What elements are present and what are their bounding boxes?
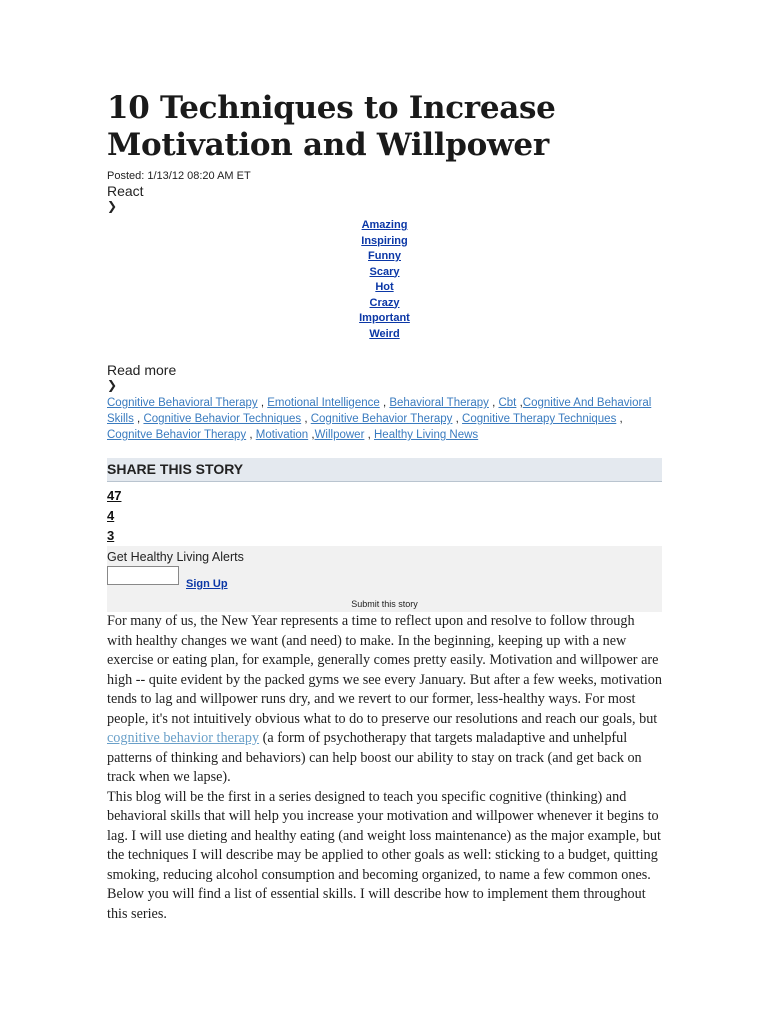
chevron-right-icon[interactable]: ❯ <box>107 378 118 392</box>
read-more-label: Read more <box>107 362 177 378</box>
reaction-important[interactable]: Important <box>359 312 410 324</box>
reaction-scary[interactable]: Scary <box>369 265 400 278</box>
article <box>107 90 662 924</box>
paragraph-text: For many of us, the New Year represents a time to reflect upon and resolve to follow through with healthy changes we want (and need) to make. In the beginning, keeping up with a new exercise or eating plan, for example, generally comes pretty easily. Motivation and willpower are high -- quite evident by the packed gyms we see every January. But after a few weeks, motivation tends to lag and willpower runs dry, and we revert to our former, less-healthy ways. For most people, it's not intuitively obvious what to do to preserve our resolutions and reach our goals, but <box>107 613 662 727</box>
tag-link[interactable]: Cognitive Behavior Techniques <box>143 413 302 425</box>
alerts-box <box>107 546 662 612</box>
tag-link[interactable]: Emotional Intelligence <box>267 397 380 409</box>
share-heading: SHARE THIS STORY <box>107 458 662 482</box>
tag-list: Cognitive Behavioral Therapy , Emotional Intelligence , Behavioral Therapy , Cbt ,Cognitive And Behavioral Skills , Cognitive Behavior Techniques , Cognitive Behavior Therapy , Cognitive Therapy Techniques , Cognitve Behavior Therapy , Motivation ,Willpower , Healthy Living News <box>107 397 652 441</box>
share-count[interactable]: 47 <box>107 488 122 503</box>
alerts-label: Get Healthy Living Alerts <box>107 550 244 564</box>
sign-up-link[interactable]: Sign Up <box>186 578 228 590</box>
reaction-hot[interactable]: Hot <box>375 281 394 293</box>
reaction-list <box>107 218 662 342</box>
reaction-crazy[interactable]: Crazy <box>369 296 400 309</box>
tag-link[interactable]: Cognitve Behavior Therapy <box>107 429 247 441</box>
reaction-amazing[interactable]: Amazing <box>361 219 408 231</box>
tag-link[interactable]: Cognitive And Behavioral Skills <box>107 397 652 425</box>
paragraph-text: (a form of psychotherapy that targets maladaptive and unhelpful patterns of thinking and behaviors) can help boost our ability to stay on track (and get back on track when we lapse). <box>107 730 642 785</box>
posted-date: Posted: 1/13/12 08:20 AM ET <box>107 170 251 182</box>
tag-link[interactable]: Cognitive Behavioral Therapy <box>107 397 258 409</box>
react-label: React <box>107 183 144 199</box>
tag-link[interactable]: Cognitive Behavior Therapy <box>310 413 453 425</box>
tag-link[interactable]: Willpower <box>314 429 365 441</box>
email-field[interactable] <box>107 566 179 585</box>
reaction-inspiring[interactable]: Inspiring <box>361 234 408 247</box>
tag-link[interactable]: Healthy Living News <box>374 429 479 441</box>
tag-link[interactable]: Cognitive Therapy Techniques <box>462 413 617 425</box>
tag-link[interactable]: Behavioral Therapy <box>389 397 489 409</box>
reaction-funny[interactable]: Funny <box>368 250 401 262</box>
reaction-weird[interactable]: Weird <box>369 327 400 340</box>
submit-story-link[interactable]: Submit this story <box>351 599 418 609</box>
tag-link[interactable]: Cbt <box>498 397 517 409</box>
cbt-link[interactable]: cognitive behavior therapy <box>107 730 260 746</box>
share-counts <box>107 486 662 546</box>
tag-link[interactable]: Motivation <box>255 429 309 441</box>
share-count[interactable]: 4 <box>107 508 115 523</box>
share-count[interactable]: 3 <box>107 528 115 543</box>
paragraph <box>107 612 662 788</box>
article-body <box>107 612 662 924</box>
article-title: 10 Techniques to Increase Motivation and Willpower <box>107 90 556 163</box>
paragraph: This blog will be the first in a series designed to teach you specific cognitive (thinking) and behavioral skills that will help you increase your motivation and willpower whenever it begins to lag. I will use dieting and healthy eating (and weight loss maintenance) as the major example, but the techniques I will describe may be applied to other goals as well: sticking to a budget, quitting smoking, reducing alcohol consumption and becoming organized, to name a few common ones. Below you will find a list of essential skills. I will describe how to implement them throughout this series. <box>107 788 661 922</box>
chevron-right-icon[interactable]: ❯ <box>107 199 118 213</box>
